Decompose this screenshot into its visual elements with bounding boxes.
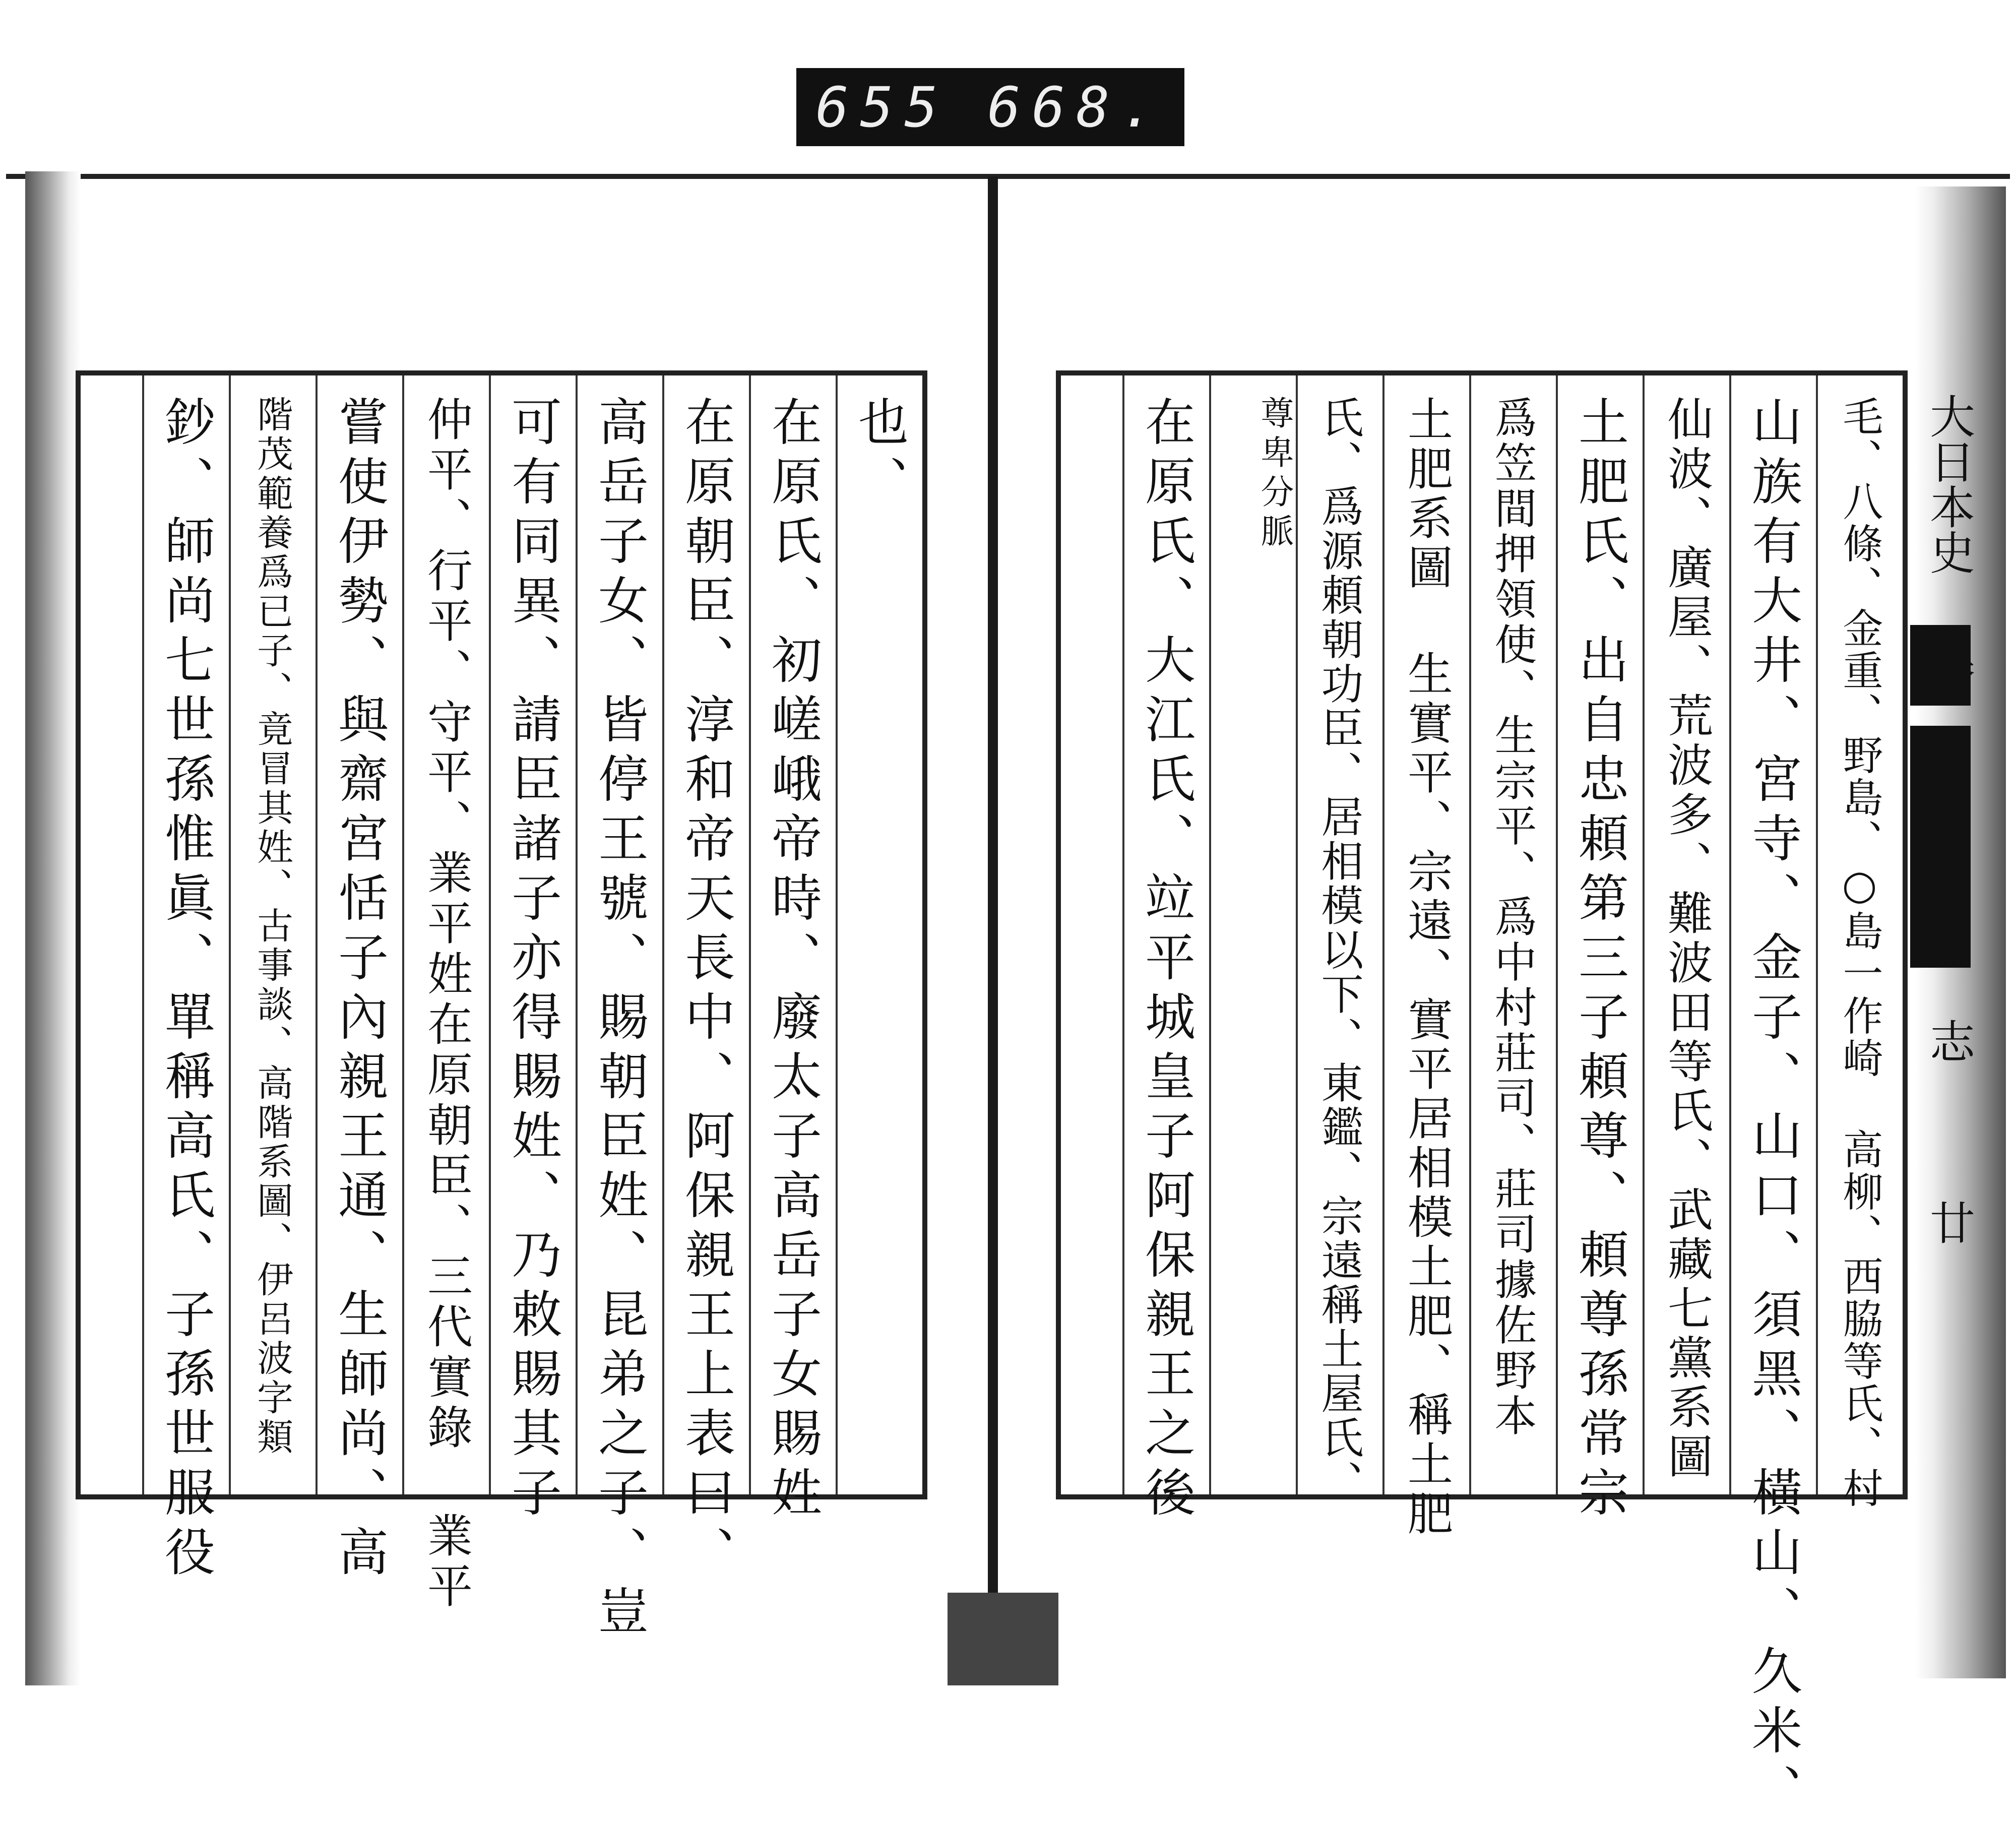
right-header-title: 大日本史	[1922, 393, 1975, 575]
right-col-9: 在原氏、大江氏、竝平城皇子阿保親王之後	[1122, 375, 1209, 1494]
right-col-6: 土肥系圖 生實平、宗遠、實平居相模土肥、稱土肥	[1382, 375, 1469, 1494]
left-page-edge	[25, 171, 81, 1685]
book-spine	[988, 176, 998, 1683]
right-text-panel	[1056, 370, 1908, 1823]
right-col-7: 氏、爲源頼朝功臣、居相模以下、東鑑、宗遠稱土屋氏、	[1296, 375, 1382, 1494]
microfilm-frame-label	[796, 68, 1184, 146]
right-col-3: 仙波、廣屋、荒波多、難波田等氏、武藏七黨系圖	[1643, 375, 1729, 1494]
left-col-1: 也、	[836, 375, 922, 1494]
left-columns	[142, 375, 922, 1645]
left-col-8: 階茂範養爲已子、竟冒其姓、古事談、高階系圖、伊呂波字類	[229, 375, 316, 1494]
right-col-1: 毛、八條、金重、野島、○島一作崎 高柳、西脇等氏、村	[1816, 375, 1903, 1494]
left-col-9: 鈔、師尚七世孫惟眞、單稱高氏、子孫世服役	[142, 375, 229, 1494]
frame-number-left: 655	[815, 75, 949, 140]
right-col-4: 土肥氏、出自忠頼第三子頼尊、頼尊孫常宗	[1556, 375, 1643, 1494]
left-col-4: 高岳子女、皆停王號、賜朝臣姓、昆弟之子、豈	[576, 375, 662, 1494]
right-folio: 廿	[1922, 1200, 1975, 1245]
frame-number-right: 668.	[987, 75, 1165, 140]
left-col-5: 可有同異、請臣諸子亦得賜姓、乃敕賜其子	[489, 375, 576, 1494]
right-col-8-note: 尊卑分脈	[1209, 375, 1296, 1494]
spine-bottom-shadow	[948, 1593, 1058, 1685]
right-col-5: 爲笠間押領使、生宗平、爲中村莊司、莊司據佐野本	[1469, 375, 1556, 1494]
right-columns	[1122, 375, 1903, 1823]
right-col-2: 山族有大井、宮寺、金子、山口、須黑、橫山、久米、	[1729, 375, 1816, 1494]
left-col-3: 在原朝臣、淳和帝天長中、阿保親王上表曰、	[662, 375, 749, 1494]
right-tab-block	[1910, 726, 1971, 968]
left-col-6: 仲平、行平、守平、業平姓在原朝臣、三代實錄 業平	[402, 375, 489, 1494]
left-col-2: 在原氏、初嵯峨帝時、廢太子高岳子女賜姓	[749, 375, 836, 1494]
left-col-7: 嘗使伊勢、與齋宮恬子內親王通、生師尚、高	[316, 375, 402, 1494]
left-text-panel	[76, 370, 927, 1645]
right-header-section: 志	[1922, 1018, 1975, 1063]
right-header-volume: 卷	[1922, 645, 1975, 690]
